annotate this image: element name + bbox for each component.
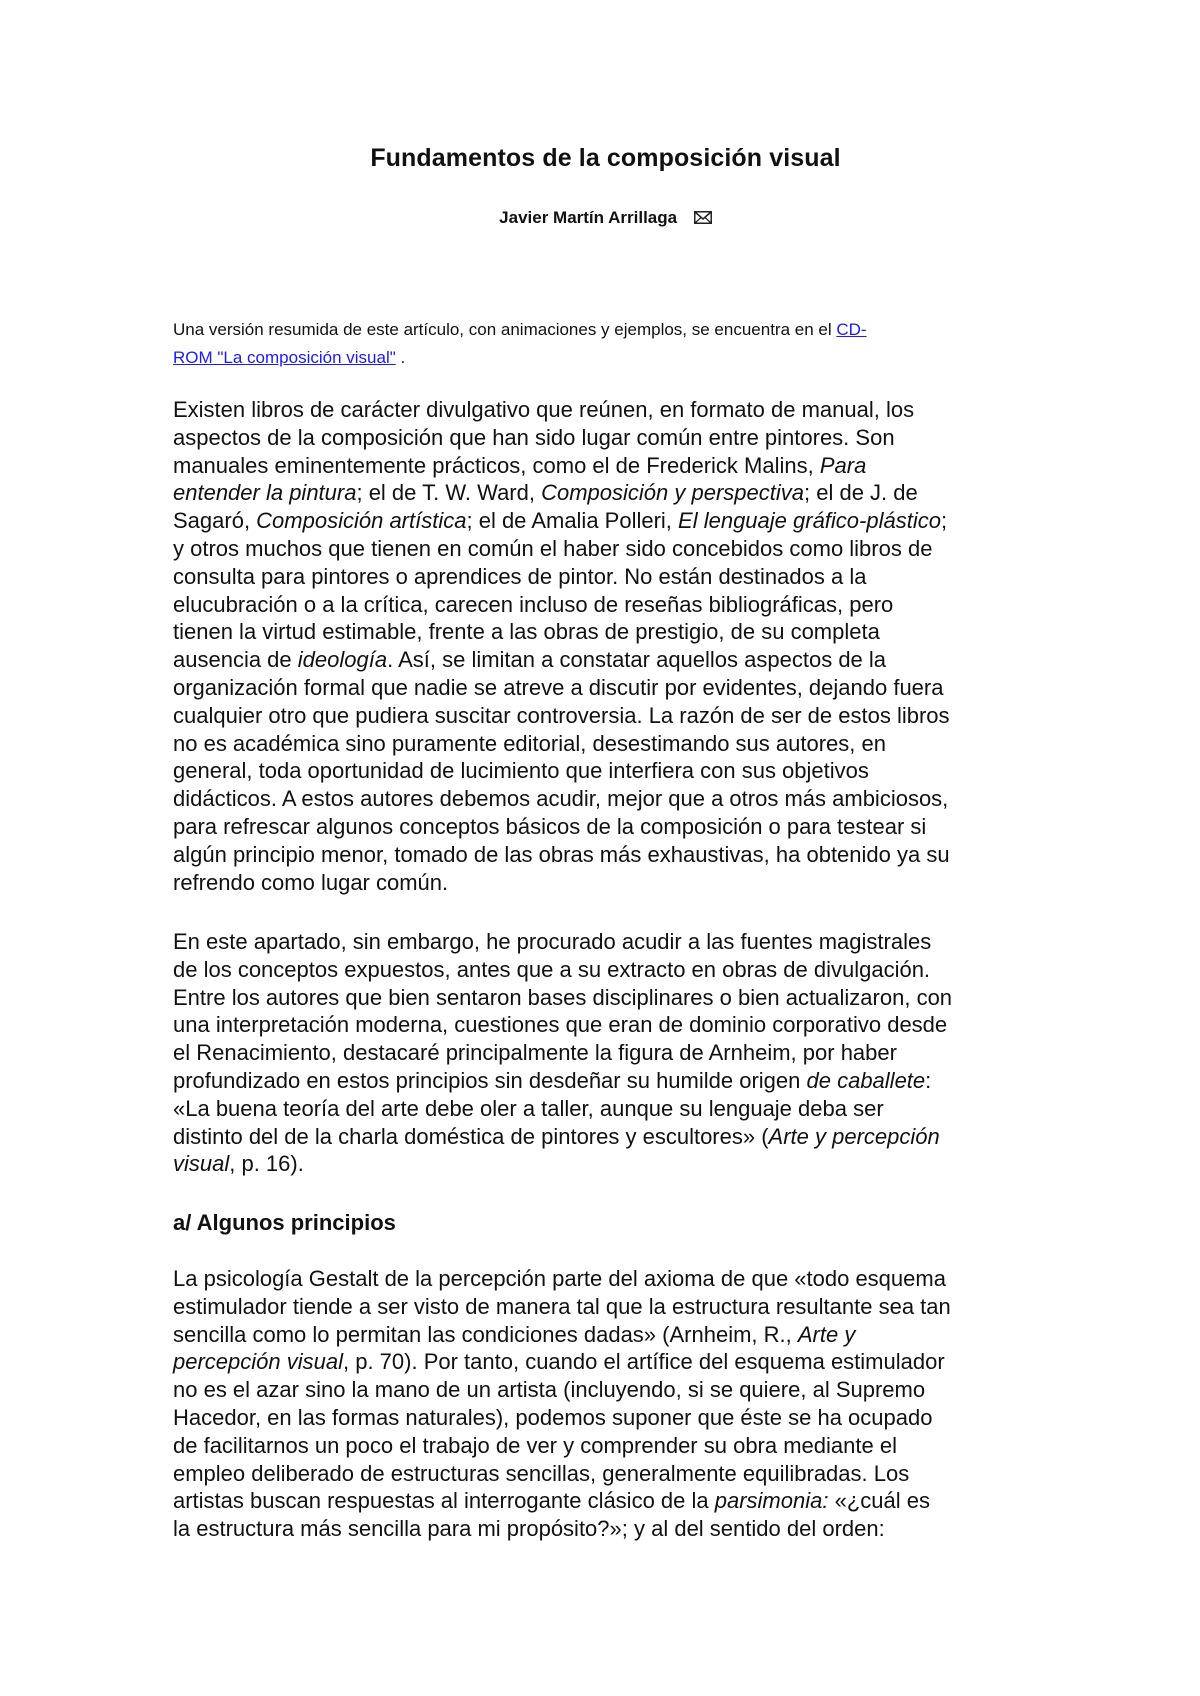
note-tail: . bbox=[395, 348, 406, 367]
text-run: . Así, se limitan a constatar aquellos aspectos de la bbox=[387, 647, 887, 673]
text-run: algún principio menor, tomado de las obras más exhaustivas, ha obtenido ya su bbox=[173, 841, 950, 867]
text-run: La psicología Gestalt de la percepción parte del axioma de que «todo esquema bbox=[173, 1266, 946, 1291]
text-run: no es académica sino puramente editorial, desestimando sus autores, en bbox=[173, 730, 886, 756]
text-line bbox=[173, 1404, 1038, 1432]
text-line bbox=[173, 1376, 1038, 1404]
text-run: empleo deliberado de estructuras sencillas, generalmente equilibradas. Los bbox=[173, 1460, 910, 1486]
text-line bbox=[173, 1123, 1038, 1151]
text-line bbox=[173, 1150, 1038, 1178]
text-line bbox=[173, 730, 1038, 758]
text-line bbox=[173, 1067, 1038, 1095]
text-line bbox=[173, 702, 1038, 730]
italic-text-run: ideología bbox=[297, 647, 388, 673]
text-line bbox=[173, 507, 1038, 535]
text-line bbox=[173, 535, 1038, 563]
text-line bbox=[173, 424, 1038, 452]
text-line bbox=[173, 841, 1038, 869]
italic-text-run: Arte y bbox=[797, 1321, 856, 1347]
text-line bbox=[173, 1011, 1038, 1039]
paragraph-gestalt bbox=[173, 1265, 1038, 1543]
text-run: ; el de Amalia Polleri, bbox=[466, 508, 679, 534]
text-line bbox=[173, 563, 1038, 591]
text-line bbox=[173, 1432, 1038, 1460]
paragraph-sources bbox=[173, 928, 1038, 1178]
text-run: organización formal que nadie se atreve a discutir por evidentes, dejando fuera bbox=[173, 674, 944, 700]
text-line bbox=[173, 869, 1038, 897]
section-heading: a/ Algunos principios bbox=[173, 1210, 396, 1235]
text-run: distinto del de la charla doméstica de pintores y escultores» ( bbox=[173, 1123, 769, 1149]
cdrom-link-part1: CD- bbox=[836, 320, 867, 339]
note-lead: Una versión resumida de este artículo, con animaciones y ejemplos, se encuentra en el bbox=[173, 320, 837, 339]
text-run: ausencia de bbox=[173, 647, 298, 673]
text-line bbox=[173, 813, 1038, 841]
text-line bbox=[173, 1293, 1038, 1321]
text-line bbox=[173, 1348, 1038, 1376]
cdrom-note bbox=[173, 316, 1018, 372]
text-line bbox=[173, 785, 1038, 813]
text-run: para refrescar algunos conceptos básicos de la composición o para testear si bbox=[173, 813, 927, 839]
mail-icon[interactable] bbox=[694, 209, 712, 222]
text-line bbox=[173, 956, 1038, 984]
text-line bbox=[173, 1515, 1038, 1543]
text-line bbox=[173, 1265, 1038, 1293]
text-run: consulta para pintores o aprendices de pintor. No están destinados a la bbox=[173, 563, 867, 589]
text-run: aspectos de la composición que han sido lugar común entre pintores. Son bbox=[173, 424, 895, 450]
text-line bbox=[173, 396, 1038, 424]
text-line bbox=[173, 1039, 1038, 1067]
italic-text-run: Composición artística bbox=[256, 508, 467, 534]
text-run: elucubración o a la crítica, carecen incluso de reseñas bibliográficas, pero bbox=[173, 591, 894, 617]
text-run: el Renacimiento, destacaré principalmente la figura de Arnheim, por haber bbox=[173, 1040, 897, 1066]
italic-text-run: percepción visual bbox=[173, 1349, 343, 1375]
italic-text-run: El lenguaje gráfico-plástico bbox=[678, 508, 941, 534]
text-run: de facilitarnos un poco el trabajo de ver y comprender su obra mediante el bbox=[173, 1432, 897, 1458]
text-run: , p. 70). Por tanto, cuando el artífice del esquema estimulador bbox=[342, 1349, 945, 1375]
text-line bbox=[173, 1321, 1038, 1349]
text-run: Existen libros de carácter divulgativo que reúnen, en formato de manual, los bbox=[173, 397, 915, 422]
text-run: tienen la virtud estimable, frente a las obras de prestigio, de su completa bbox=[173, 619, 880, 645]
author-name: Javier Martín Arrillaga bbox=[499, 208, 678, 227]
text-run: artistas buscan respuestas al interrogante clásico de la bbox=[173, 1488, 715, 1514]
text-run: , p. 16). bbox=[229, 1151, 304, 1177]
text-run: profundizado en estos principios sin desdeñar su humilde origen bbox=[173, 1067, 807, 1093]
text-run: y otros muchos que tienen en común el haber sido concebidos como libros de bbox=[173, 535, 933, 561]
page-title: Fundamentos de la composición visual bbox=[370, 144, 841, 172]
text-line bbox=[173, 646, 1038, 674]
text-run: «La buena teoría del arte debe oler a taller, aunque su lenguaje deba ser bbox=[173, 1095, 884, 1121]
text-run: de los conceptos expuestos, antes que a su extracto en obras de divulgación. bbox=[173, 956, 931, 982]
text-run: manuales eminentemente prácticos, como el de Frederick Malins, bbox=[173, 452, 820, 478]
text-line bbox=[173, 479, 1038, 507]
text-run: estimulador tiende a ser visto de manera tal que la estructura resultante sea tan bbox=[173, 1293, 951, 1319]
text-run: refrendo como lugar común. bbox=[173, 869, 449, 895]
text-line bbox=[173, 1460, 1038, 1488]
text-run: «¿cuál es bbox=[828, 1488, 930, 1514]
cdrom-link-part2: ROM "La composición visual" bbox=[173, 348, 396, 367]
text-run: ; el de T. W. Ward, bbox=[356, 480, 542, 506]
text-run: cualquier otro que pudiera suscitar controversia. La razón de ser de estos libros bbox=[173, 702, 950, 728]
text-line bbox=[173, 452, 1038, 480]
text-line bbox=[173, 1487, 1038, 1515]
text-line bbox=[173, 1095, 1038, 1123]
text-run: la estructura más sencilla para mi propósito?»; y al del sentido del orden: bbox=[173, 1516, 885, 1542]
text-line bbox=[173, 984, 1038, 1012]
text-line bbox=[173, 591, 1038, 619]
italic-text-run: Arte y percepción bbox=[768, 1123, 940, 1149]
text-run: En este apartado, sin embargo, he procurado acudir a las fuentes magistrales bbox=[173, 929, 932, 954]
italic-text-run: entender la pintura bbox=[173, 480, 357, 506]
text-line bbox=[173, 674, 1038, 702]
text-line bbox=[173, 757, 1038, 785]
italic-text-run: visual bbox=[173, 1151, 230, 1177]
author-row bbox=[173, 208, 1038, 228]
italic-text-run: de caballete bbox=[806, 1067, 926, 1093]
text-run: general, toda oportunidad de lucimiento que interfiera con sus objetivos bbox=[173, 758, 869, 784]
text-run: una interpretación moderna, cuestiones que eran de dominio corporativo desde bbox=[173, 1012, 948, 1038]
text-line bbox=[173, 618, 1038, 646]
italic-text-run: Composición y perspectiva bbox=[541, 480, 804, 506]
text-run: Entre los autores que bien sentaron bases disciplinares o bien actualizaron, con bbox=[173, 984, 953, 1010]
text-run: didácticos. A estos autores debemos acudir, mejor que a otros más ambiciosos, bbox=[173, 786, 949, 812]
text-run: no es el azar sino la mano de un artista (incluyendo, si se quiere, al Supremo bbox=[173, 1377, 926, 1403]
paragraph-intro bbox=[173, 396, 1038, 896]
text-run: : bbox=[925, 1067, 932, 1093]
text-run: Sagaró, bbox=[173, 508, 257, 534]
text-run: ; el de J. de bbox=[804, 480, 918, 506]
text-run: sencilla como lo permitan las condiciones dadas» (Arnheim, R., bbox=[173, 1321, 798, 1347]
italic-text-run: parsimonia: bbox=[714, 1488, 829, 1514]
text-line bbox=[173, 928, 1038, 956]
italic-text-run: Para bbox=[819, 452, 867, 478]
text-run: ; bbox=[940, 508, 948, 534]
text-run: Hacedor, en las formas naturales), podemos suponer que éste se ha ocupado bbox=[173, 1404, 933, 1430]
